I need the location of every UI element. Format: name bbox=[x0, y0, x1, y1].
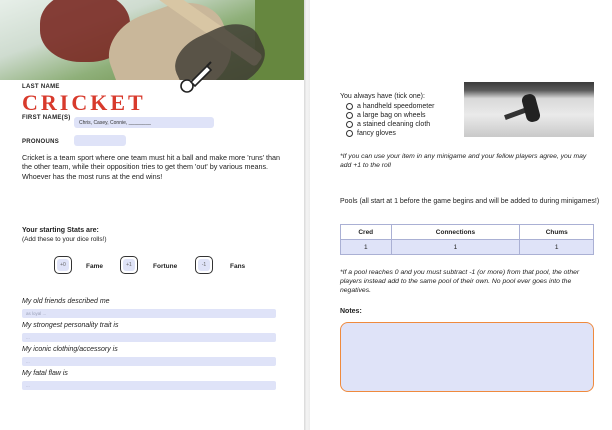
stats-heading: Your starting Stats are: bbox=[22, 227, 99, 234]
fans-die bbox=[195, 256, 213, 274]
fortune-die bbox=[120, 256, 138, 274]
radio-icon[interactable] bbox=[346, 121, 353, 128]
pool-value-cred[interactable]: 1 bbox=[341, 240, 392, 255]
pronouns-field[interactable] bbox=[74, 135, 126, 146]
prompt-old-friends: My old friends described me bbox=[22, 298, 110, 305]
radio-icon[interactable] bbox=[346, 103, 353, 110]
always-have-heading: You always have (tick one): bbox=[340, 93, 425, 100]
item-note: *If you can use your item in any minigame and your fellow players agree, you may add +1 to the roll bbox=[340, 153, 587, 169]
option-cleaning-cloth[interactable]: a stained cleaning cloth bbox=[346, 120, 434, 129]
always-have-options bbox=[346, 102, 434, 138]
fans-value: -1 bbox=[198, 259, 210, 271]
first-names-field[interactable]: Chris, Casey, Connie, ________ bbox=[74, 117, 214, 128]
fame-die bbox=[54, 256, 72, 274]
prompt-fatal-flaw: My fatal flaw is bbox=[22, 370, 68, 377]
radio-icon[interactable] bbox=[346, 130, 353, 137]
option-speedometer[interactable]: a handheld speedometer bbox=[346, 102, 434, 111]
pronouns-label: PRONOUNS bbox=[22, 139, 60, 145]
pool-header-connections: Connections bbox=[391, 225, 520, 240]
first-names-label: FIRST NAME(S) bbox=[22, 115, 71, 121]
pool-note: *If a pool reaches 0 and you must subtract -1 (or more) from that pool, the other players instead add to the same pool of their own. No pool ever goes into the negatives. bbox=[340, 269, 580, 294]
pool-header-cred: Cred bbox=[341, 225, 392, 240]
prompt-clothing-accessory: My iconic clothing/accessory is bbox=[22, 346, 118, 353]
answer-clothing-accessory[interactable]: ... bbox=[22, 357, 276, 366]
cricket-action-photo bbox=[464, 82, 594, 137]
answer-old-friends[interactable]: as loyal ... bbox=[22, 309, 276, 318]
fortune-label: Fortune bbox=[153, 263, 178, 270]
last-name-label: LAST NAME bbox=[22, 84, 60, 90]
fame-value: +0 bbox=[57, 259, 69, 271]
cricket-player-photo bbox=[0, 0, 304, 80]
answer-fatal-flaw[interactable]: ... bbox=[22, 381, 276, 390]
cricket-bat-icon bbox=[177, 58, 217, 98]
fame-label: Fame bbox=[86, 263, 103, 270]
pool-value-connections[interactable]: 1 bbox=[391, 240, 520, 255]
notes-label: Notes: bbox=[340, 308, 362, 315]
pool-header-chums: Chums bbox=[520, 225, 594, 240]
fans-label: Fans bbox=[230, 263, 246, 270]
answer-personality-trait[interactable]: ... bbox=[22, 333, 276, 342]
option-bag-on-wheels[interactable]: a large bag on wheels bbox=[346, 111, 434, 120]
pools-heading: Pools (all start at 1 before the game begins and will be added to during minigames!) bbox=[340, 198, 600, 205]
prompt-personality-trait: My strongest personality trait is bbox=[22, 322, 119, 329]
radio-icon[interactable] bbox=[346, 112, 353, 119]
option-fancy-gloves[interactable]: fancy gloves bbox=[346, 129, 434, 138]
sport-description: Cricket is a team sport where one team must hit a ball and make more 'runs' than the other team, while their opposition tries to get them 'out' by various means. Whoever has the most runs at the end wins! bbox=[22, 153, 281, 181]
notes-field[interactable] bbox=[340, 322, 594, 392]
stats-subheading: (Add these to your dice rolls!) bbox=[22, 236, 107, 243]
class-title: CRICKET bbox=[22, 90, 146, 115]
fortune-value: +1 bbox=[123, 259, 135, 271]
pools-table bbox=[340, 224, 594, 255]
pool-value-chums[interactable]: 1 bbox=[520, 240, 594, 255]
